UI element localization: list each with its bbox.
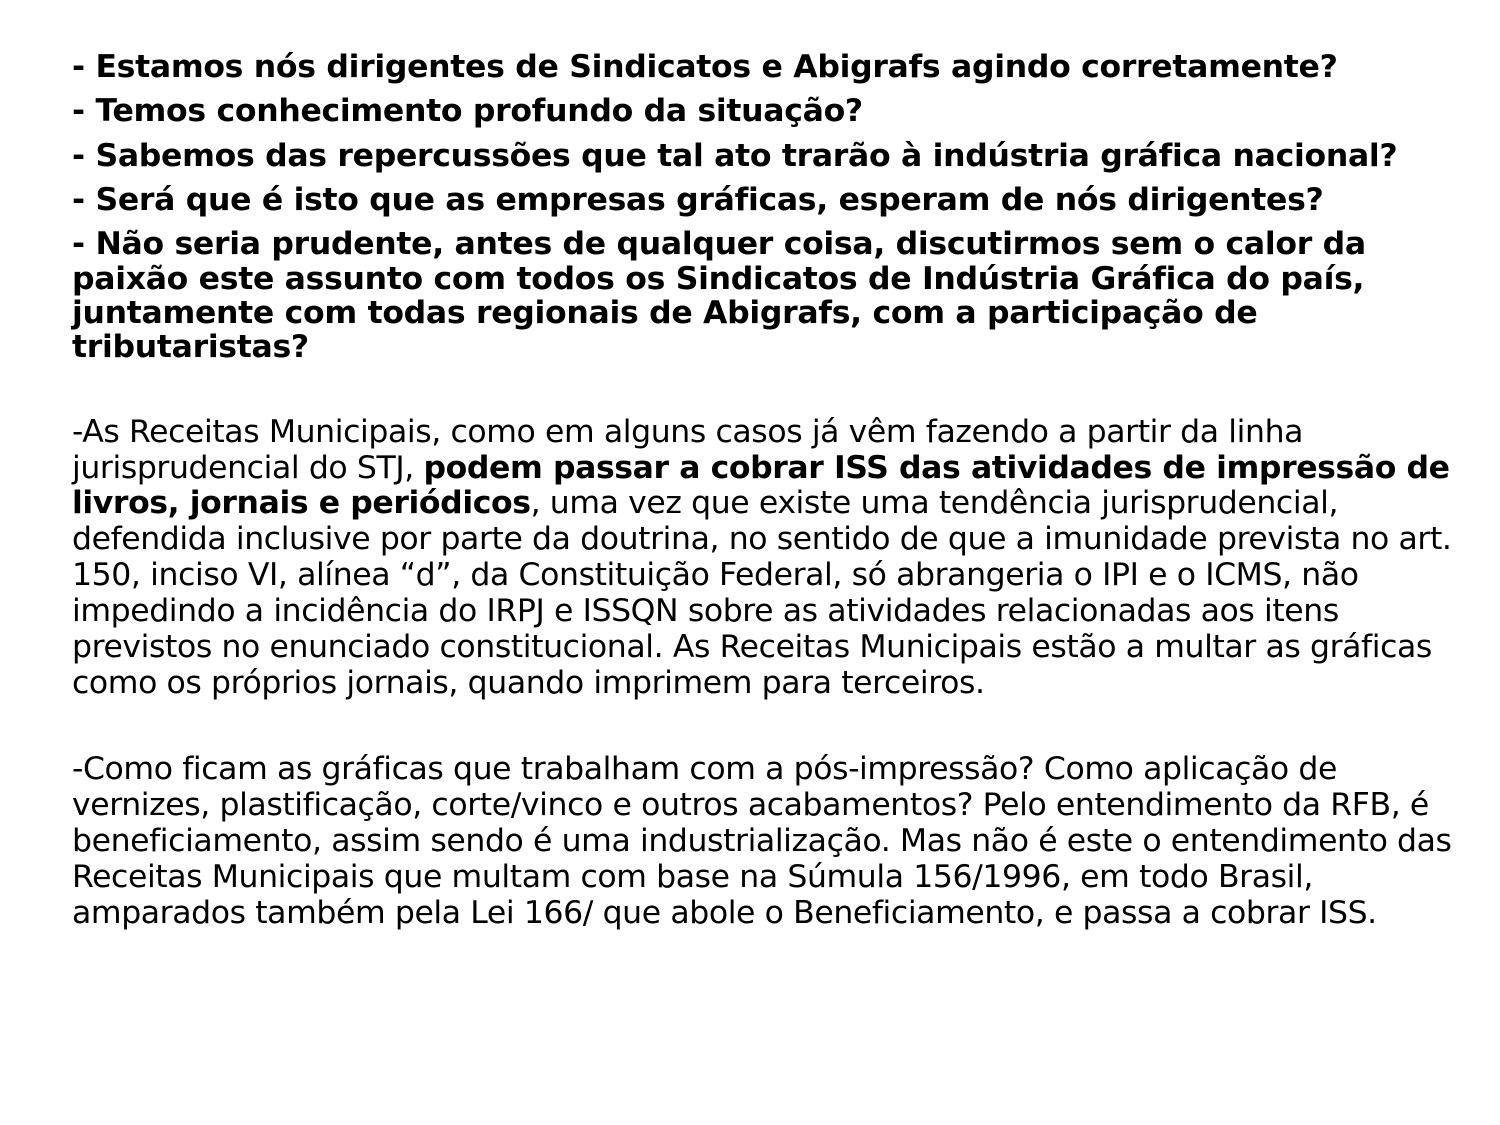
question-list bbox=[72, 50, 1472, 365]
paragraph1-rest: , uma vez que existe uma tendência jurisprudencial, defendida inclusive por parte da doutrina, no sentido de que a imunidade prevista no art. 150, inciso VI, alínea “d”, da Constituição Federal, só abrangeria o IPI e o ICMS, não impedindo a incidência do IRPJ e ISSQN sobre as atividades relacionadas aos itens previstos no enunciado constitucional. As Receitas Municipais estão a multar as gráficas como os próprios jornais, quando imprimem para terceiros. bbox=[72, 485, 1452, 701]
question-1: - Estamos nós dirigentes de Sindicatos e Abigrafs agindo corretamente? bbox=[72, 49, 1338, 85]
paragraph1-intro: -As Receitas Municipais, como em alguns casos já vêm fazendo a partir da linha jurisprudencial do STJ, bbox=[72, 413, 1304, 486]
question-2: - Temos conhecimento profundo da situação? bbox=[72, 93, 863, 130]
paragraph-iss-municipal bbox=[72, 415, 1472, 702]
question-5: - Não seria prudente, antes de qualquer coisa, discutirmos sem o calor da paixão este assunto com todos os Sindicatos de Indústria Gráfica do país, juntamente com todas regionais de Abigrafs, com a participação de tributaristas? bbox=[72, 226, 1366, 366]
paragraph1-highlight: podem passar a cobrar ISS das atividades de impressão de livros, jornais e periódicos bbox=[72, 449, 1450, 522]
paragraph-pos-impressao: -Como ficam as gráficas que trabalham com a pós-impressão? Como aplicação de vernizes, plastificação, corte/vinco e outros acabamentos? Pelo entendimento da RFB, é beneficiamento, assim sendo é uma industrialização. Mas não é este o entendimento das Receitas Municipais que multam com base na Súmula 156/1996, em todo Brasil, amparados também pela Lei 166/ que abole o Beneficiamento, e passa a cobrar ISS. bbox=[72, 750, 1452, 931]
question-3: - Sabemos das repercussões que tal ato trarão à indústria gráfica nacional? bbox=[72, 137, 1398, 174]
slide-content bbox=[72, 50, 1472, 931]
question-4: - Será que é isto que as empresas gráficas, esperam de nós dirigentes? bbox=[72, 181, 1324, 218]
